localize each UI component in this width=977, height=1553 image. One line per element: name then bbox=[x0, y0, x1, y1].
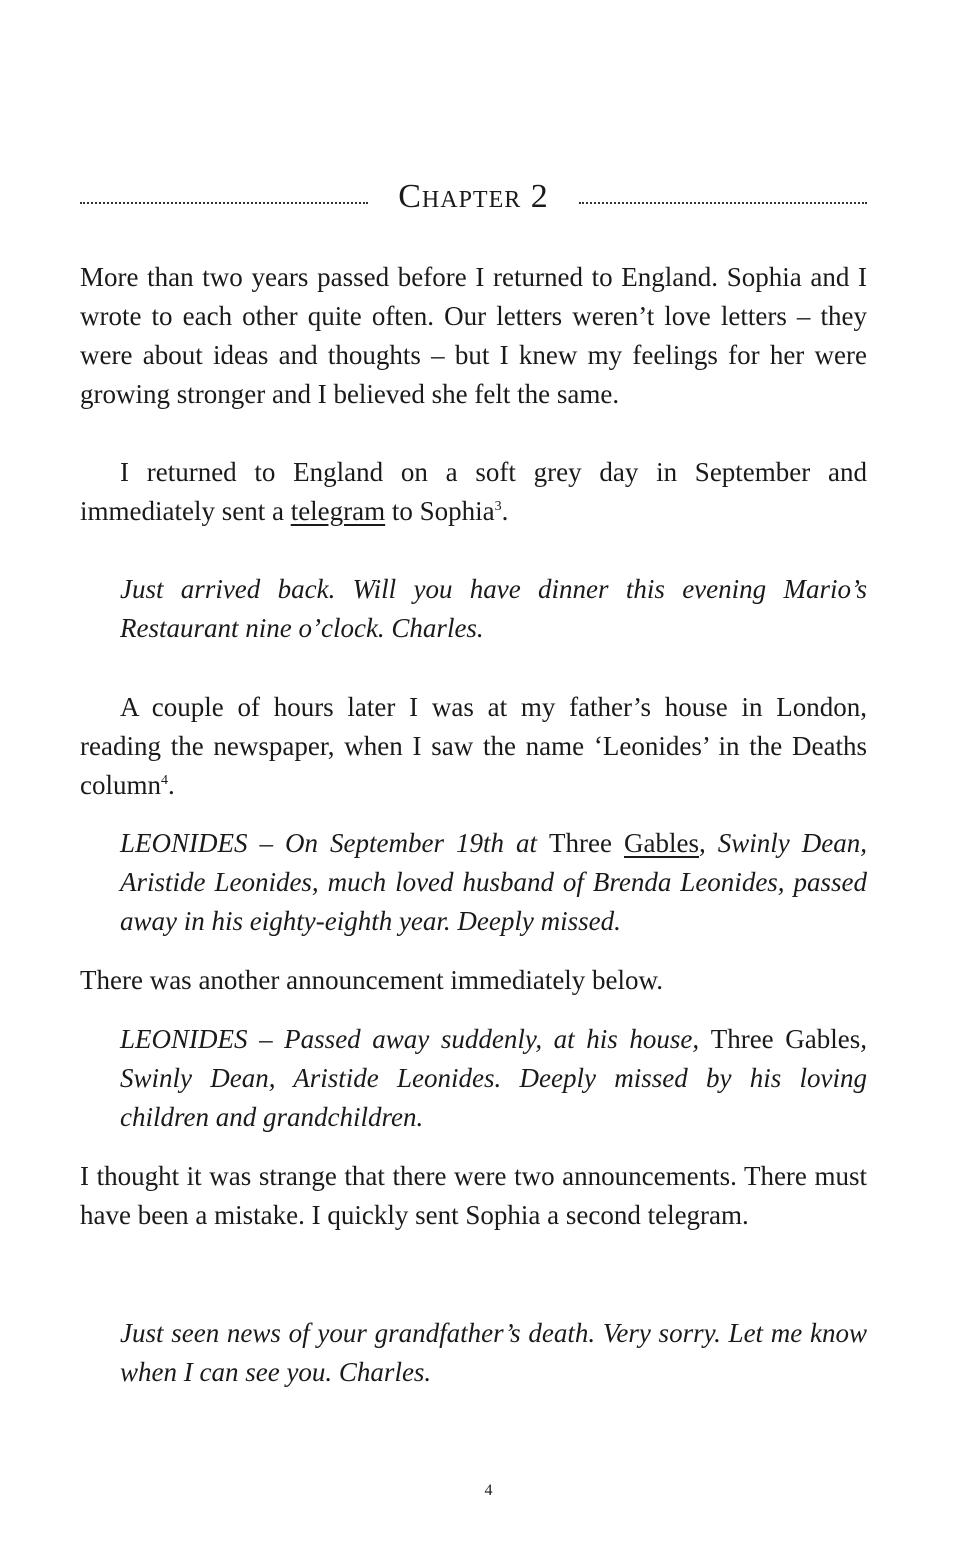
paragraph-5: I thought it was strange that there were two announcements. There must have been a mistake. I quickly sent Sophia a second telegram. bbox=[80, 1161, 867, 1230]
glossary-term-telegram: telegram bbox=[290, 496, 386, 526]
paragraph-2 bbox=[80, 453, 867, 531]
death-notice-2-text: LEONIDES – Passed away suddenly, at his house, bbox=[120, 1024, 711, 1054]
place-name: Three Gables bbox=[710, 1024, 861, 1054]
chapter-heading bbox=[80, 172, 867, 222]
paragraph-2-text: I returned to England on a soft grey day in September and immediately sent a bbox=[80, 457, 867, 526]
death-notice-2 bbox=[120, 1020, 867, 1137]
chapter-title bbox=[368, 178, 579, 216]
footnote-marker: 3 bbox=[494, 499, 502, 514]
death-notice-2-text-end: , Swinly Dean, Aristide Leonides. Deeply missed by his loving children and grandchildren. bbox=[120, 1024, 867, 1132]
right-dotted-rule bbox=[579, 202, 867, 204]
paragraph-1: More than two years passed before I returned to England. Sophia and I wrote to each other quite often. Our letters weren’t love letters – they were about ideas and thoughts – but I knew my feelings for her were growing stronger and I believed she felt the same. bbox=[80, 262, 867, 409]
telegram-quote-2: Just seen news of your grandfather’s death. Very sorry. Let me know when I can see you. Charles. bbox=[120, 1318, 867, 1387]
paragraph-3 bbox=[80, 688, 867, 805]
death-notice-1-text: LEONIDES – On September 19th at bbox=[120, 828, 550, 858]
telegram-quote-1: Just arrived back. Will you have dinner this evening Mario’s Restaurant nine o’clock. Charles. bbox=[120, 574, 867, 643]
paragraph-4: There was another announcement immediately below. bbox=[80, 965, 664, 995]
chapter-label: Chapter bbox=[398, 178, 522, 215]
paragraph-2-text-end: to Sophia bbox=[385, 496, 495, 526]
death-notice-1-text-end: , Swinly Dean, Aristide Leonides, much loved husband of Brenda Leonides, passed away in his eighty-eighth year. Deeply missed. bbox=[120, 828, 868, 936]
place-name: Three bbox=[549, 828, 625, 858]
punctuation: . bbox=[501, 496, 509, 526]
paragraph-3-text: A couple of hours later I was at my father’s house in London, reading the newspaper, when I saw the name ‘Leonides’ in the Deaths column bbox=[80, 692, 867, 800]
left-dotted-rule bbox=[80, 202, 368, 204]
punctuation: . bbox=[168, 770, 175, 800]
page-number: 4 bbox=[484, 1482, 493, 1499]
chapter-number: 2 bbox=[530, 178, 549, 215]
death-notice-1 bbox=[120, 824, 867, 941]
glossary-term-gables: Gables bbox=[624, 828, 699, 858]
footnote-marker: 4 bbox=[161, 773, 168, 788]
